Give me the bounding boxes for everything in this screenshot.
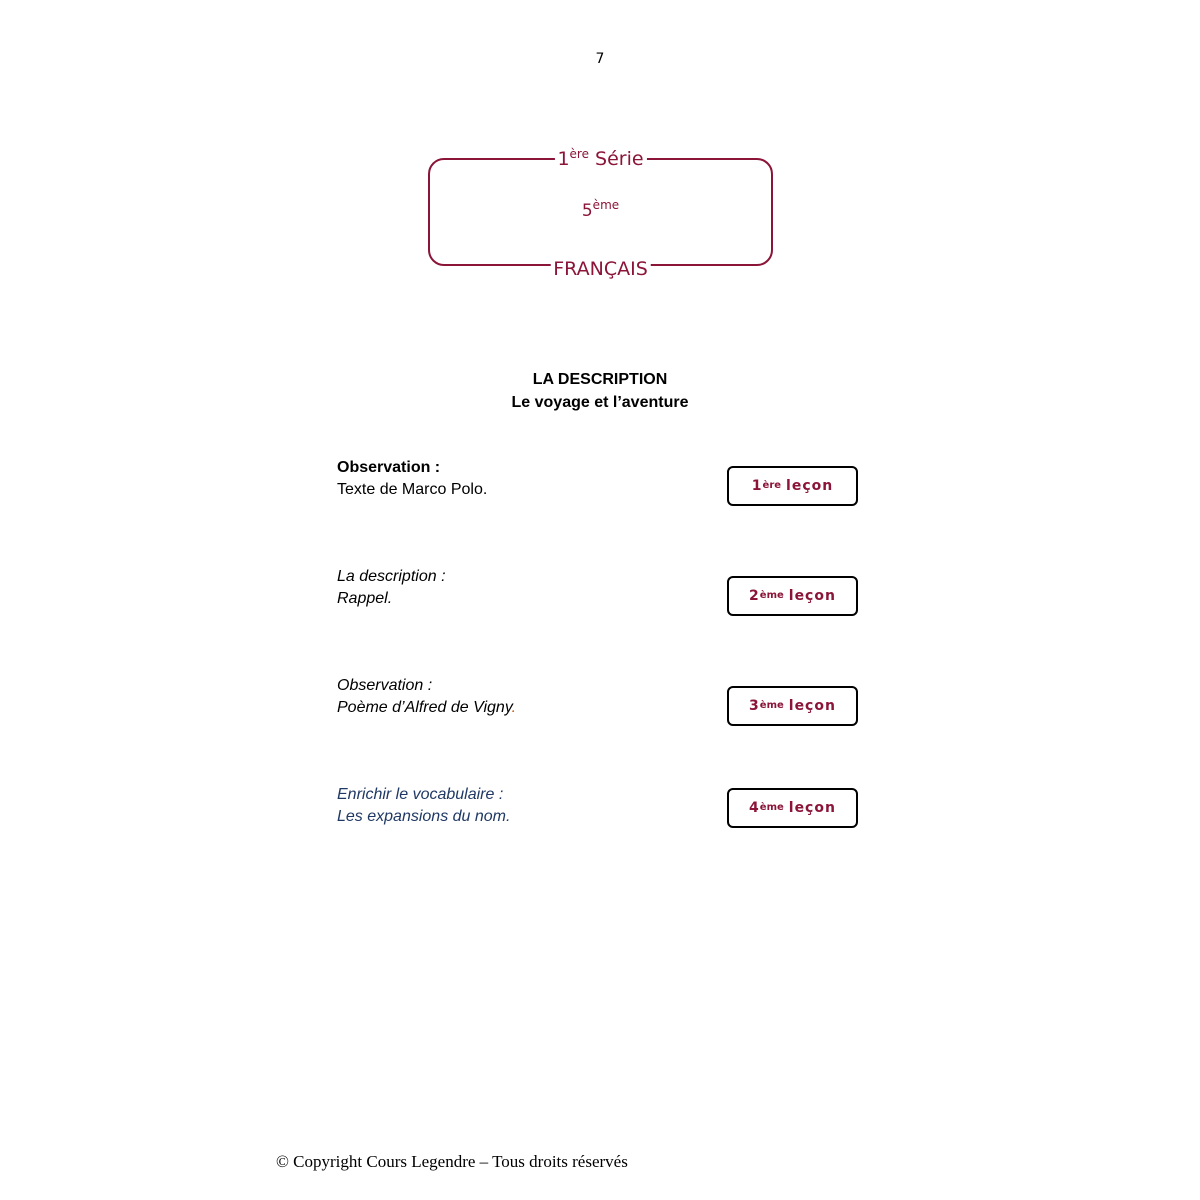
page-number: 7	[595, 51, 605, 67]
lesson-2-text	[337, 566, 446, 610]
lesson-3-heading: Observation :	[337, 677, 433, 694]
subject-label: FRANÇAIS	[550, 258, 651, 280]
lesson-1-badge[interactable]: 1 ère leçon	[727, 466, 858, 506]
lesson-2-desc: Rappel.	[337, 590, 393, 607]
lesson-2-badge[interactable]: 2 ème leçon	[727, 576, 858, 616]
lesson-4-badge[interactable]: 4 ème leçon	[727, 788, 858, 828]
series-header-frame	[428, 147, 773, 280]
lesson-1-text	[337, 457, 487, 501]
lesson-3-desc: Poème d’Alfred de Vigny.	[337, 699, 517, 716]
lesson-2-heading: La description :	[337, 568, 446, 585]
lesson-1-desc: Texte de Marco Polo.	[337, 481, 488, 498]
page-subtitle: Le voyage et l’aventure	[511, 394, 689, 411]
lesson-4-text	[337, 784, 510, 828]
lesson-3-text	[337, 675, 516, 719]
page-title: LA DESCRIPTION	[532, 371, 668, 388]
lesson-3-badge[interactable]: 3 ème leçon	[727, 686, 858, 726]
lesson-1-heading: Observation :	[337, 459, 441, 476]
copyright-footer: © Copyright Cours Legendre – Tous droits réservés	[276, 1152, 628, 1171]
lesson-4-heading: Enrichir le vocabulaire :	[337, 786, 504, 803]
lesson-4-desc: Les expansions du nom.	[337, 808, 511, 825]
grade-label: 5ème	[579, 200, 622, 222]
series-label: 1ère Série	[554, 148, 646, 170]
